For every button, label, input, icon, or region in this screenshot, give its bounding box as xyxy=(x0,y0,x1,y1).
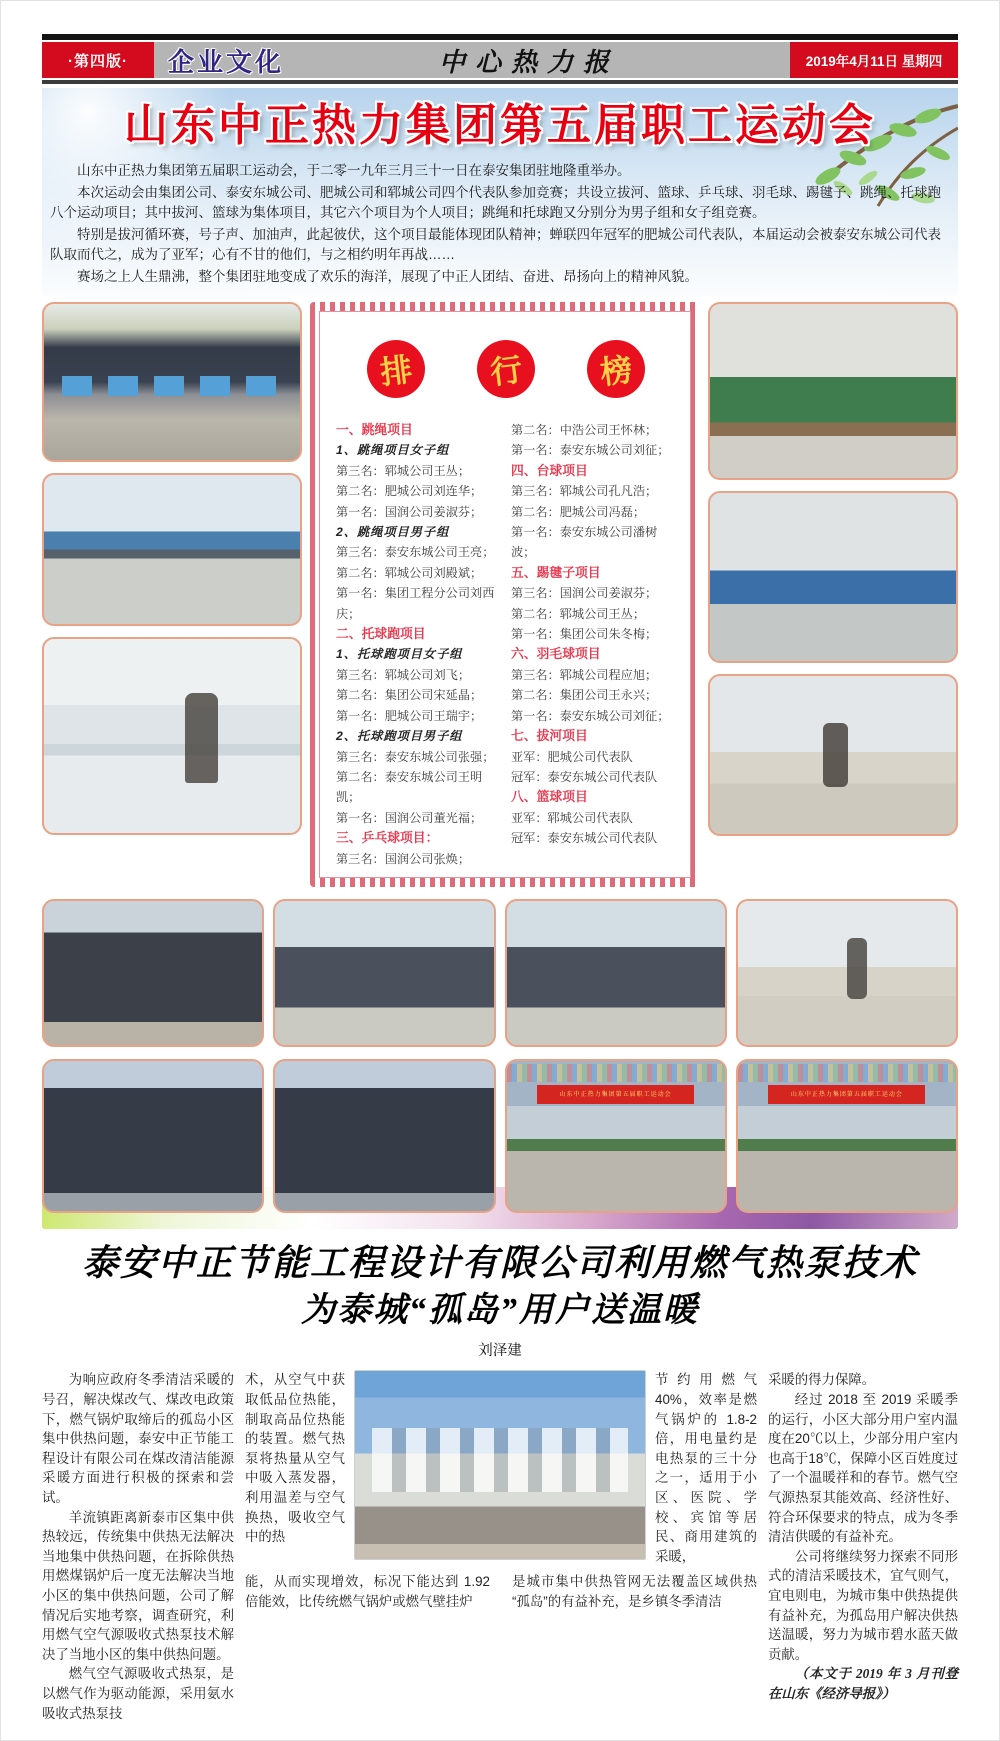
article2-column-3: 节约用燃气 40%，效率是燃气锅炉的 1.8-2 倍，用电量约是电热泵的三十分之一，适用于小区、医院、学校、宾馆等居民、商用建筑的采暖， xyxy=(655,1372,757,1564)
ranking-entry: 第一名：泰安东城公司潘树波； xyxy=(511,525,658,560)
ranking-entry: 第一名：泰安东城公司刘征； xyxy=(511,708,670,723)
ranking-entry: 第一名：国润公司姜淑芬； xyxy=(336,504,483,519)
article1-hero xyxy=(42,88,958,296)
article2-column-2: 术，从空气中获取低品位热能，制取高品位热能的装置。燃气热泵将热量从空气中吸入蒸发器，利用温差与空气换热，吸收空气中的热 xyxy=(245,1372,345,1545)
ranking-entry: 亚军：肥城公司代表队 xyxy=(511,749,633,764)
ranking-entry: 第三名：泰安东城公司王亮； xyxy=(336,545,495,560)
article2-author: 刘泽建 xyxy=(478,1343,522,1360)
date-label: 2019年4月11日 星期四 xyxy=(790,42,958,78)
photo-column-right xyxy=(708,302,958,887)
ranking-category: 三、乒乓球项目： xyxy=(336,830,439,846)
header-strip xyxy=(154,42,790,78)
ranking-entry: 第二名：郓城公司刘殿斌； xyxy=(336,565,483,580)
paragraph: 羊流镇距离新泰市区集中供热较远，传统集中供热无法解决当地集中供热问题，在拆除供热用燃煤锅炉后一度无法解决当地小区的集中供热问题，公司了解情况后实地考察，调查研究，利用燃气空气源吸收式热泵技术解决了当地小区的集中供热问题。 xyxy=(42,1509,234,1662)
article2-column-2-continued: 能，从而实现增效，标况下能达到 1.92 倍能效，比传统燃气锅炉或燃气壁挂炉 xyxy=(245,1574,490,1609)
photo-ball-toss xyxy=(708,674,958,836)
ranking-subgroup: 2、托球跑项目男子组 xyxy=(336,729,463,744)
photo-handshake-1 xyxy=(42,1059,264,1213)
photo-award-handshake xyxy=(42,899,264,1047)
photo-table-tennis xyxy=(708,491,958,663)
ranking-entry: 第三名：郓城公司刘飞； xyxy=(336,667,471,682)
photo-tug-of-war-closeup xyxy=(505,899,727,1047)
ranking-category: 四、台球项目 xyxy=(511,462,588,478)
ranking-subgroup: 1、跳绳项目女子组 xyxy=(336,443,450,458)
photo-indoor-toss-game xyxy=(736,899,958,1047)
ranking-entry: 第二名：中浩公司王怀林； xyxy=(511,423,658,437)
paragraph: 山东中正热力集团第五届职工运动会，于二零一九年三月三十一日在泰安集团驻地隆重举办。 xyxy=(77,163,631,178)
section-title: 企业文化 xyxy=(168,46,285,77)
paragraph: 采暖的得力保障。 xyxy=(768,1372,876,1388)
photo-billiards xyxy=(708,302,958,480)
confetti-flags-decoration xyxy=(738,1064,956,1082)
ranking-stamps xyxy=(336,340,676,398)
ranking-entry: 第一名：集团工程分公司刘西庆； xyxy=(336,586,495,621)
ranking-entry: 第一名：国润公司董光福； xyxy=(336,810,483,825)
ranking-entry: 第二名：郓城公司王丛； xyxy=(511,606,646,621)
ranking-entry: 第三名：郓城公司孔凡浩； xyxy=(511,484,658,499)
ranking-entry: 第二名：肥城公司刘连华； xyxy=(336,484,483,499)
article2-body xyxy=(42,1370,958,1723)
ranking-category: 二、托球跑项目 xyxy=(336,626,426,642)
ranking-column-right xyxy=(511,420,676,869)
confetti-flags-decoration xyxy=(507,1064,725,1082)
paragraph: 为响应政府冬季清洁采暖的号召，解决煤改气、煤改电政策下，燃气锅炉取缔后的孤岛小区集中供热问题，泰安中正节能工程设计有限公司在煤改清洁能源采暖方面进行积极的探索和尝试。 xyxy=(42,1372,234,1505)
ranking-entry: 第二名：泰安东城公司王明凯； xyxy=(336,769,483,805)
article2-title-line1: 泰安中正节能工程设计有限公司利用燃气热泵技术 xyxy=(81,1242,918,1283)
paragraph: （本文于 2019 年 3 月刊登在山东《经济导报》） xyxy=(768,1666,958,1701)
ranking-category: 五、踢毽子项目 xyxy=(511,564,601,580)
photo-handshake-2 xyxy=(273,1059,495,1213)
ranking-category: 一、跳绳项目 xyxy=(336,422,413,437)
photo-jump-rope xyxy=(42,637,302,835)
article2-middle xyxy=(245,1370,757,1723)
ranking-column-left xyxy=(336,420,501,869)
ranking-category: 六、羽毛球项目 xyxy=(511,646,601,662)
article2-column-1 xyxy=(42,1370,234,1723)
photo-tug-of-war xyxy=(273,899,495,1047)
stamp-bang: 榜 xyxy=(584,337,649,402)
ranking-entry: 亚军：郓城公司代表队 xyxy=(511,810,633,825)
ranking-entry: 第二名：集团公司宋延晶； xyxy=(336,688,483,703)
photo-opening-ceremony xyxy=(42,302,302,462)
photo-residential-buildings xyxy=(354,1370,646,1560)
photo-group-banner-1 xyxy=(505,1059,727,1213)
ranking-entry: 第三名：郓城公司王丛； xyxy=(336,463,471,478)
ranking-entry: 第一名：肥城公司王瑞宇； xyxy=(336,708,483,723)
event-banner: 山东中正热力集团第五届职工运动会 xyxy=(768,1085,925,1105)
paragraph: 赛场之上人生鼎沸，整个集团驻地变成了欢乐的海洋，展现了中正人团结、奋进、昂扬向上的精神风貌。 xyxy=(77,268,698,284)
paragraph: 燃气空气源吸收式热泵，是以燃气作为驱动能源，采用氨水吸收式热泵技 xyxy=(42,1666,234,1721)
article1-intro xyxy=(48,161,952,287)
article1-middle-section xyxy=(42,302,958,887)
ranking-category: 七、拔河项目 xyxy=(511,728,588,744)
ranking-category: 八、篮球项目 xyxy=(511,789,588,805)
paragraph: 本次运动会由集团公司、泰安东城公司、肥城公司和郓城公司四个代表队参加竞赛；共设立拔河、篮球、乒乓球、羽毛球、踢毽子、跳绳、托球跑八个运动项目；其中拔河、篮球为集体项目，其它六个项目为个人项目；跳绳和托球跑又分别分为男子组和女子组竞赛。 xyxy=(50,184,941,220)
ranking-box xyxy=(319,311,691,878)
ranking-entry: 第一名：集团公司朱冬梅； xyxy=(511,627,658,642)
masthead-title: 中心热力报 xyxy=(439,47,620,77)
article1-title: 山东中正热力集团第五届职工运动会 xyxy=(124,101,876,150)
paragraph: 经过 2018 至 2019 采暖季的运行，小区大部分用户室内温度在20℃以上，少部分用户室内也高于18℃，保障小区百姓度过了一个温暖祥和的春节。燃气空气源热泵其能效高、经济性好、符合环保要求的特点，成为冬季清洁供暖的有益补充。 xyxy=(768,1392,958,1545)
ranking-entry: 冠军：泰安东城公司代表队 xyxy=(511,769,658,784)
ranking-subgroup: 2、跳绳项目男子组 xyxy=(336,525,450,540)
article2-column-3-continued: 是城市集中供热管网无法覆盖区域供热“孤岛”的有益补充，是乡镇冬季清洁 xyxy=(512,1574,757,1609)
page-header xyxy=(42,34,958,84)
article2-title xyxy=(42,1239,958,1333)
ranking-entry: 第二名：集团公司王永兴； xyxy=(511,688,658,703)
photo-group-banner-2 xyxy=(736,1059,958,1213)
photo-basketball-game xyxy=(42,473,302,626)
ranking-entry: 第一名：泰安东城公司刘征； xyxy=(511,443,670,458)
ranking-entry: 第三名：泰安东城公司张强； xyxy=(336,749,495,764)
ranking-box-border xyxy=(310,302,700,887)
stamp-hang: 行 xyxy=(474,337,539,402)
ranking-entry: 第三名：国润公司张焕； xyxy=(336,851,471,866)
paragraph: 特别是拔河循环赛，号子声、加油声，此起彼伏，这个项目最能体现团队精神；蝉联四年冠军的肥城公司代表队，本届运动会被泰安东城公司代表队取而代之，成为了亚军；心有不甘的他们，与之相约明年再战…… xyxy=(50,226,941,262)
ranking-entry: 第三名：国润公司姜淑芬； xyxy=(511,586,658,601)
ranking-subgroup: 1、托球跑项目女子组 xyxy=(336,647,463,662)
paragraph: 公司将继续努力探索不同形式的清洁采暖技术，宜气则气，宜电则电，为城市集中供热提供有益补充，为孤岛用户解决供热送温暖，努力为城市碧水蓝天做贡献。 xyxy=(768,1548,958,1662)
ranking-entry: 第三名：郓城公司程应旭； xyxy=(511,667,658,682)
article2-title-line2: 为泰城“孤岛”用户送温暖 xyxy=(301,1291,699,1329)
photo-row-1 xyxy=(42,899,958,1047)
article2-column-4 xyxy=(768,1370,958,1723)
stamp-pai: 排 xyxy=(364,337,429,402)
edition-label: ·第四版· xyxy=(42,42,154,78)
event-banner: 山东中正热力集团第五届职工运动会 xyxy=(537,1085,694,1105)
photo-column-left xyxy=(42,302,302,887)
ranking-entry: 冠军：泰安东城公司代表队 xyxy=(511,831,658,846)
ranking-entry: 第二名：肥城公司冯磊； xyxy=(511,504,646,519)
